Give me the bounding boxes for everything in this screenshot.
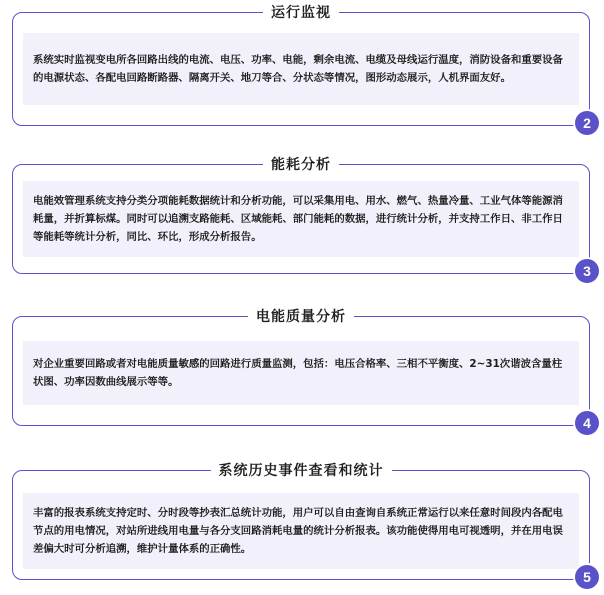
section-number-badge: 3	[575, 259, 599, 283]
section-number-badge: 4	[575, 411, 599, 435]
section-number-badge: 5	[575, 565, 599, 589]
section-content	[23, 341, 579, 405]
section-card-power-quality	[12, 309, 591, 431]
section-content	[23, 181, 579, 257]
section-card-monitoring	[12, 5, 591, 131]
section-text: 丰富的报表系统支持定时、分时段等抄表汇总统计功能，用户可以自由查询自系统正常运行以来任意时间段内各配电节点的用电情况，对站所进线用电量与各分支回路消耗电量的统计分析报表。该功能使得用电可视透明，并在用电误差偏大时可分析追溯，维护计量体系的正确性。	[33, 507, 563, 555]
section-content	[23, 493, 579, 569]
section-number-badge: 2	[575, 111, 599, 135]
section-title: 电能质量分析	[248, 307, 354, 327]
section-title: 能耗分析	[263, 155, 339, 175]
section-card-energy-analysis	[12, 157, 591, 279]
section-content	[23, 33, 579, 105]
section-text: 对企业重要回路或者对电能质量敏感的回路进行质量监测，包括：电压合格率、三相不平衡度、2~31次谐波含量柱状图、功率因数曲线展示等等。	[33, 358, 563, 388]
section-text: 系统实时监视变电所各回路出线的电流、电压、功率、电能，剩余电流、电缆及母线运行温度，消防设备和重要设备的电源状态、各配电回路断路器、隔离开关、地刀等合、分状态等情况，图形动态展示，人机界面友好。	[33, 54, 563, 84]
section-card-history-events	[12, 463, 591, 585]
section-text: 电能效管理系统支持分类分项能耗数据统计和分析功能，可以采集用电、用水、燃气、热量冷量、工业气体等能源消耗量，并折算标煤。同时可以追溯支路能耗、区域能耗、部门能耗的数据，进行统计分析，并支持工作日、非工作日等能耗等统计分析，同比、环比，形成分析报告。	[33, 195, 563, 243]
section-title: 运行监视	[263, 3, 339, 23]
section-title: 系统历史事件查看和统计	[211, 461, 392, 481]
